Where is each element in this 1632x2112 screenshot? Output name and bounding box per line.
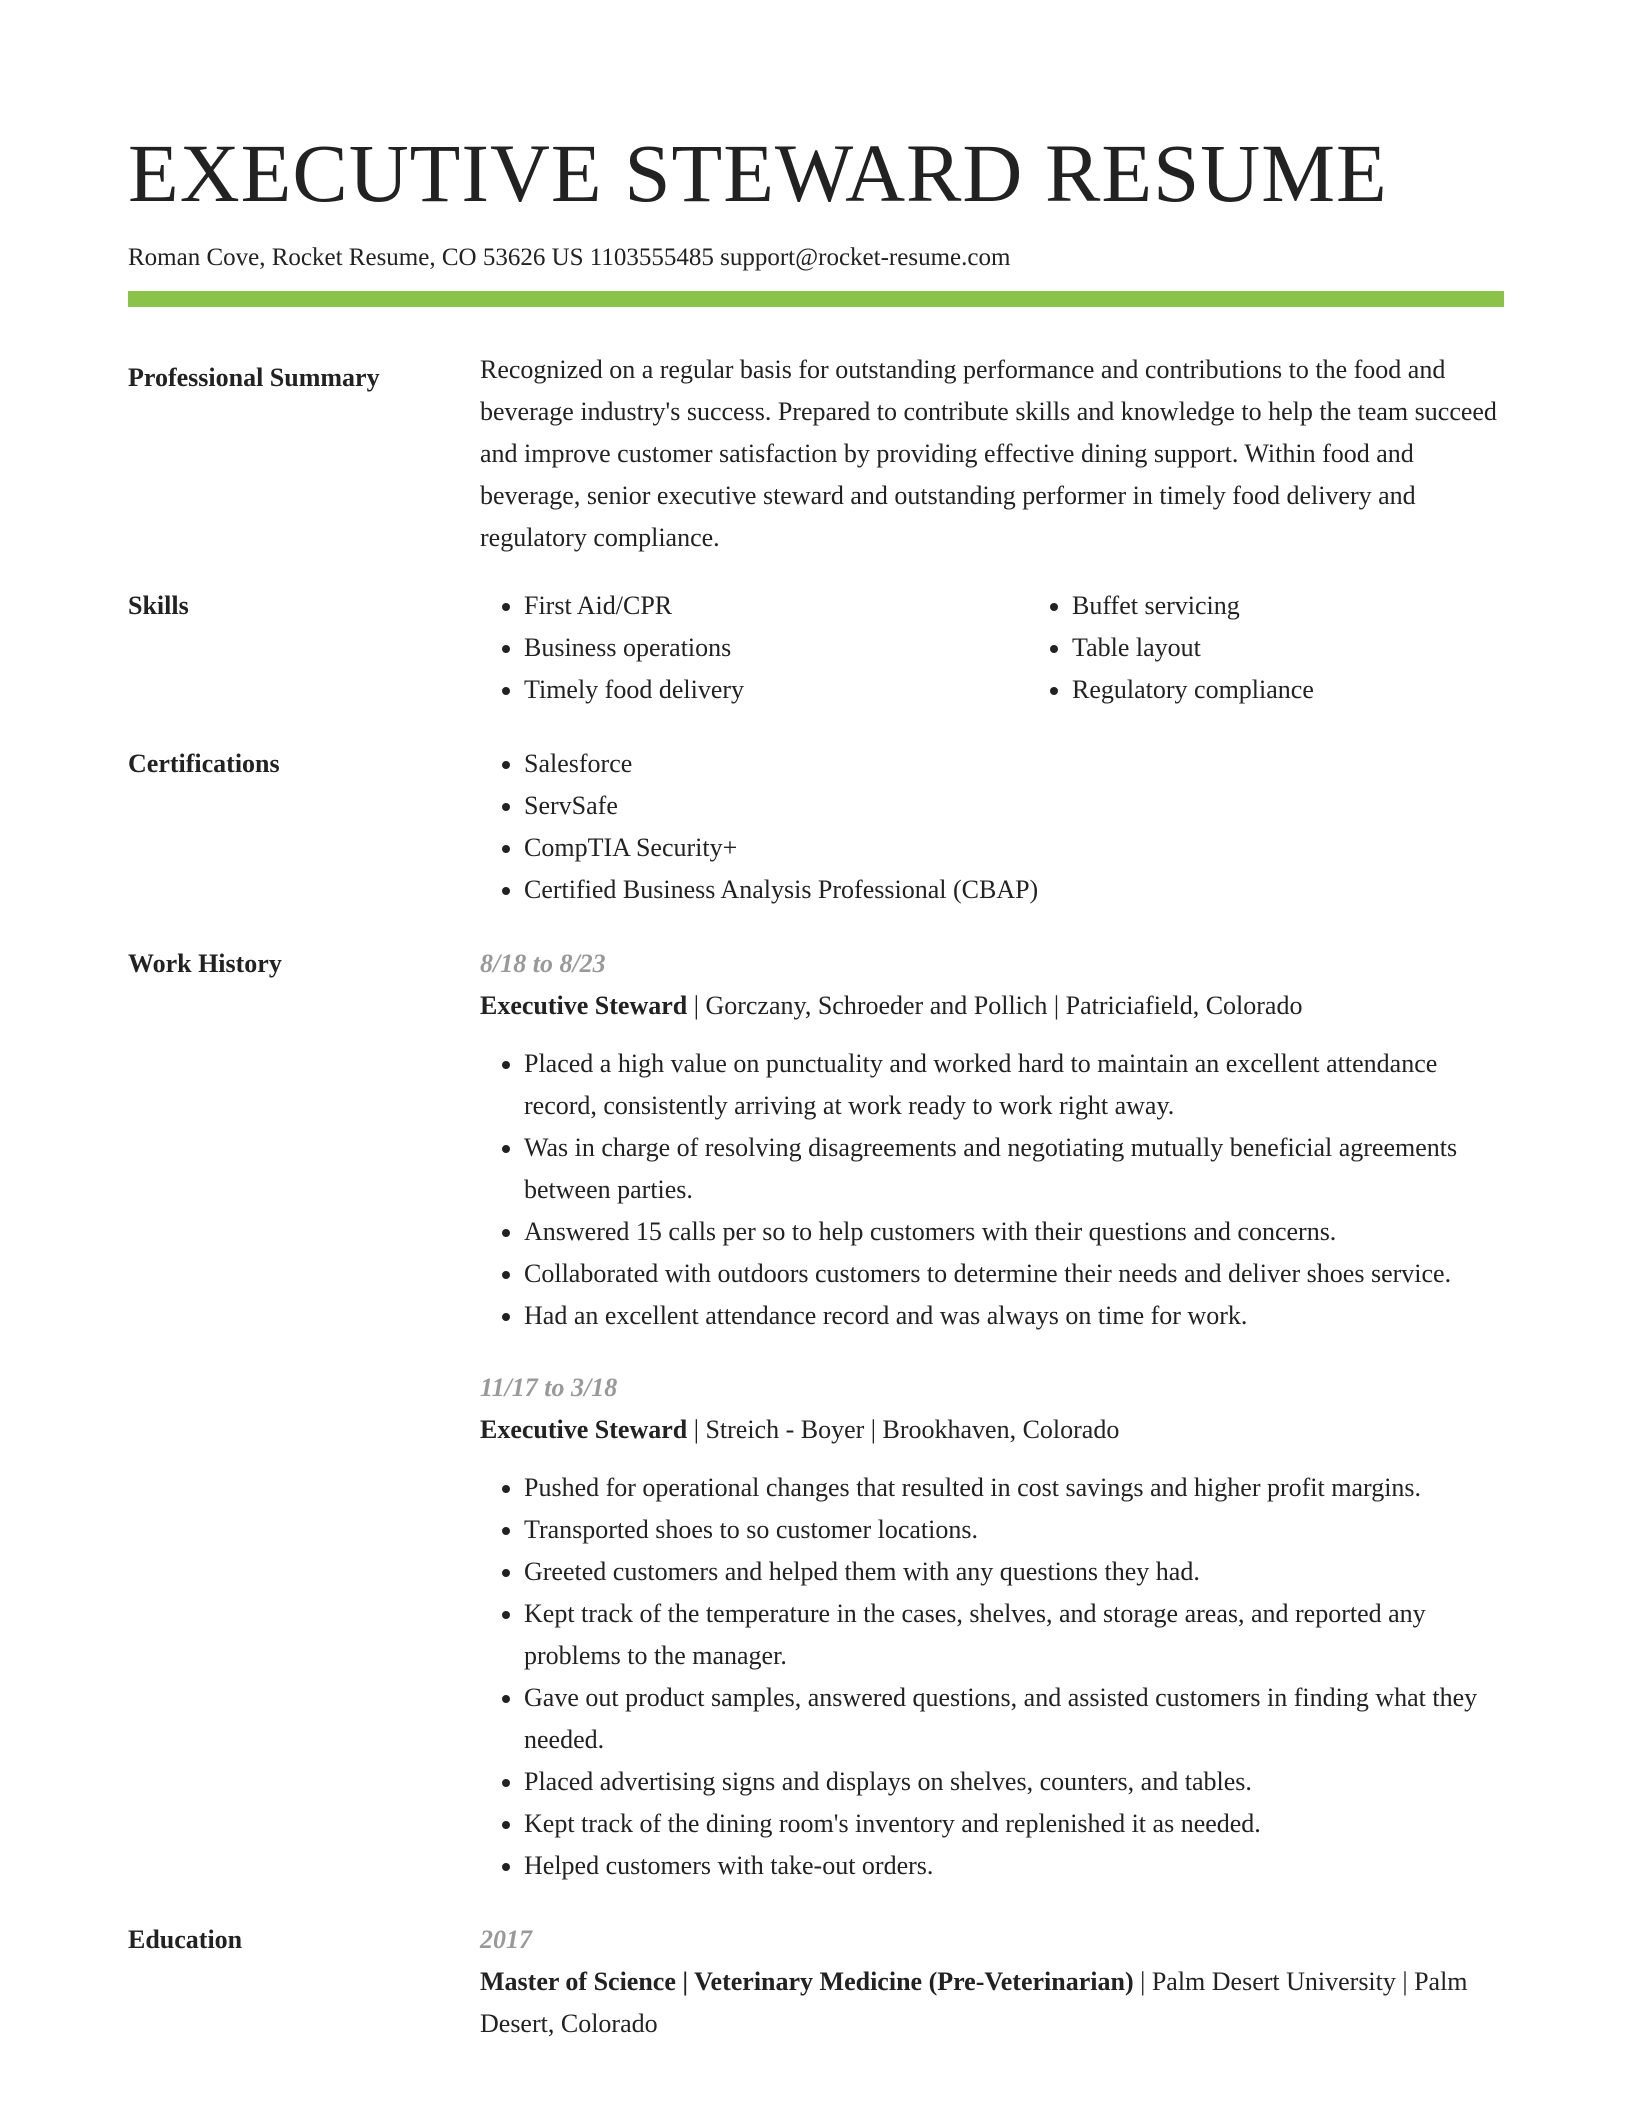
job-bullet: • Greeted customers and helped them with any questions they had.	[524, 1551, 1504, 1593]
summary-section	[128, 357, 1504, 559]
job-bullet: • Pushed for operational changes that resulted in cost savings and higher profit margins.	[524, 1467, 1504, 1509]
job-bullet: • Answered 15 calls per so to help customers with their questions and concerns.	[524, 1211, 1504, 1253]
resume-title: EXECUTIVE STEWARD RESUME	[128, 127, 1388, 219]
certification-item: • CompTIA Security+	[524, 827, 1504, 869]
job-title: Executive Steward	[480, 1415, 688, 1444]
job-dates: 11/17 to 3/18	[480, 1373, 618, 1402]
skill-item: • Table layout	[1072, 627, 1576, 669]
job-bullet: • Had an excellent attendance record and was always on time for work.	[524, 1295, 1504, 1337]
certification-item: • ServSafe	[524, 785, 1504, 827]
accent-divider	[128, 291, 1504, 307]
education-section	[128, 1919, 1504, 2045]
job-bullets	[480, 1467, 1504, 1887]
certification-item: • Salesforce	[524, 743, 1504, 785]
education-year: 2017	[480, 1925, 532, 1954]
skill-item: • First Aid/CPR	[524, 585, 1028, 627]
job-bullet: • Helped customers with take-out orders.	[524, 1845, 1504, 1887]
skill-item: • Regulatory compliance	[1072, 669, 1576, 711]
job-heading	[480, 1409, 1504, 1451]
job-heading	[480, 985, 1504, 1027]
certification-item: • Certified Business Analysis Professional (CBAP)	[524, 869, 1504, 911]
job-bullet: • Kept track of the temperature in the cases, shelves, and storage areas, and reported any problems to the manager.	[524, 1593, 1504, 1677]
certifications-label: Certifications	[128, 749, 280, 778]
certifications-list	[480, 743, 1504, 911]
contact-line: Roman Cove, Rocket Resume, CO 53626 US 1103555485 support@rocket-resume.com	[128, 244, 1011, 271]
summary-text: Recognized on a regular basis for outstanding performance and contributions to the food and beverage industry's success. Prepared to contribute skills and knowledge to help the team succeed and improve customer satisfaction by providing effective dining support. Within food and beverage, senior executive steward and outstanding performer in timely food delivery and regulatory compliance.	[480, 355, 1497, 552]
job-bullet: • Was in charge of resolving disagreements and negotiating mutually beneficial agreements between parties.	[524, 1127, 1504, 1211]
summary-label: Professional Summary	[128, 363, 380, 392]
skill-item: • Business operations	[524, 627, 1028, 669]
skills-section	[128, 585, 1504, 711]
job-entry	[480, 1367, 1504, 1887]
job-bullet: • Collaborated with outdoors customers to determine their needs and deliver shoes service.	[524, 1253, 1504, 1295]
education-degree: Master of Science | Veterinary Medicine (Pre-Veterinarian)	[480, 1967, 1134, 1996]
job-bullets	[480, 1043, 1504, 1337]
skills-list-left	[480, 585, 1028, 711]
job-bullet: • Gave out product samples, answered questions, and assisted customers in finding what they needed.	[524, 1677, 1504, 1761]
skill-item: • Timely food delivery	[524, 669, 1028, 711]
skill-item: • Buffet servicing	[1072, 585, 1576, 627]
certifications-section	[128, 743, 1504, 911]
work-history-label: Work History	[128, 949, 282, 978]
job-bullet: • Transported shoes to so customer locations.	[524, 1509, 1504, 1551]
job-bullet: • Placed a high value on punctuality and worked hard to maintain an excellent attendance record, consistently arriving at work ready to work right away.	[524, 1043, 1504, 1127]
skills-label: Skills	[128, 591, 189, 620]
job-dates: 8/18 to 8/23	[480, 949, 606, 978]
work-history-section	[128, 943, 1504, 1887]
job-entry	[480, 943, 1504, 1337]
education-label: Education	[128, 1925, 243, 1954]
education-details: | Palm Desert University | Palm Desert, Colorado	[480, 1967, 1468, 2038]
job-details: | Streich - Boyer | Brookhaven, Colorado	[687, 1415, 1120, 1444]
job-details: | Gorczany, Schroeder and Pollich | Patriciafield, Colorado	[687, 991, 1303, 1020]
job-bullet: • Kept track of the dining room's inventory and replenished it as needed.	[524, 1803, 1504, 1845]
skills-list-right	[1028, 585, 1576, 711]
job-bullet: • Placed advertising signs and displays on shelves, counters, and tables.	[524, 1761, 1504, 1803]
education-heading	[480, 1961, 1504, 2045]
job-title: Executive Steward	[480, 991, 688, 1020]
